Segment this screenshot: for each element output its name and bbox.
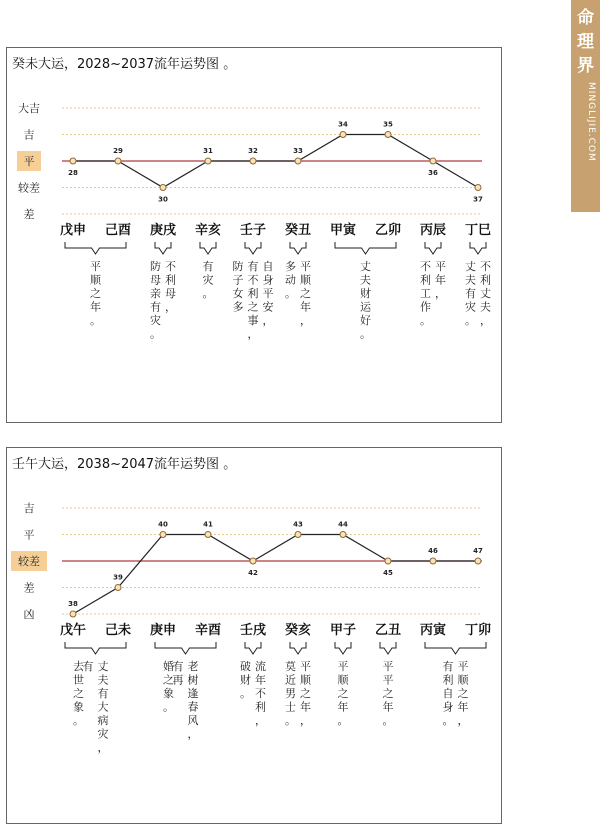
level-label: 吉 (23, 502, 35, 515)
note-char: 自 (442, 687, 454, 700)
note-char: 平 (382, 673, 394, 687)
note-char: 有 (202, 260, 214, 273)
note-char: 有 (82, 660, 94, 673)
data-point (250, 158, 256, 164)
data-label: 28 (68, 169, 78, 177)
note-char: ， (435, 287, 446, 300)
data-label: 37 (473, 195, 483, 204)
note-char: 多 (232, 300, 244, 314)
data-label: 38 (68, 600, 78, 608)
note-char: 防 (232, 260, 244, 273)
year-ganzhi-label: 丙寅 (419, 623, 447, 638)
bracket (65, 642, 126, 654)
data-point (205, 158, 211, 164)
note-char: 去 (73, 660, 84, 673)
note-char: 夫 (97, 673, 109, 687)
note-char: 年 (255, 673, 266, 687)
note-char: ， (300, 714, 311, 727)
note-char: 丈 (480, 287, 491, 300)
brand-char: 理 (577, 32, 594, 52)
year-ganzhi-label: 癸丑 (284, 223, 312, 238)
note-char: 世 (73, 673, 84, 687)
note-char: 平 (337, 660, 349, 673)
note-char: 。 (285, 287, 296, 300)
data-label: 44 (338, 520, 348, 529)
bracket (290, 642, 306, 654)
note-char: 灾 (97, 727, 109, 741)
note-char: 丈 (360, 260, 371, 273)
year-ganzhi-label: 甲子 (329, 623, 357, 638)
note-char: 子 (232, 273, 244, 287)
note-char: ， (165, 300, 176, 314)
data-point (475, 185, 481, 191)
note-char: ， (457, 714, 469, 727)
note-char: 利 (420, 273, 431, 287)
note-char: 病 (97, 714, 109, 727)
level-label: 凶 (23, 608, 35, 621)
brand-strip (571, 0, 600, 212)
note-char: 防 (150, 260, 161, 273)
year-ganzhi-label: 癸亥 (284, 623, 312, 638)
note-char: 夫 (465, 273, 476, 287)
note-char: 。 (73, 714, 84, 727)
note-char: 平 (90, 260, 101, 273)
note-char: 。 (90, 314, 101, 327)
level-label: 较差 (18, 181, 40, 195)
note-char: 之 (382, 687, 394, 700)
year-ganzhi-label: 丁巳 (464, 223, 492, 238)
note-char: 年 (337, 700, 349, 714)
note-char: 不 (480, 260, 491, 273)
year-ganzhi-label: 壬子 (239, 223, 267, 238)
data-point (250, 558, 256, 564)
bracket (425, 642, 486, 654)
data-point (205, 532, 211, 538)
data-label: 47 (473, 547, 483, 555)
level-label: 差 (23, 581, 35, 595)
bracket (335, 242, 396, 254)
note-char: 财 (360, 287, 371, 300)
level-label: 较差 (18, 555, 40, 568)
bracket (425, 242, 441, 254)
note-char: 有 (465, 287, 476, 300)
bracket (290, 242, 306, 254)
note-char: 大 (97, 700, 109, 714)
fortune-chart-2 (7, 448, 501, 823)
note-char: 树 (187, 673, 199, 687)
note-char: 作 (420, 300, 431, 314)
note-char: 。 (202, 287, 214, 300)
note-char: 工 (420, 287, 431, 300)
note-char: 好 (360, 314, 371, 327)
note-char: 利 (442, 673, 454, 687)
note-char: 多 (285, 260, 296, 273)
note-char: 不 (255, 687, 266, 700)
note-char: ， (480, 314, 491, 327)
data-point (340, 132, 346, 138)
brand-char: 命 (577, 8, 594, 28)
year-ganzhi-label: 己未 (104, 623, 132, 638)
data-point (70, 611, 76, 617)
note-char: 。 (337, 714, 349, 727)
note-char: 有 (172, 660, 184, 673)
year-ganzhi-label: 甲寅 (329, 223, 357, 238)
chart-panel-1 (6, 47, 502, 423)
bracket (245, 642, 261, 654)
note-char: 灾 (202, 273, 214, 287)
level-label: 平 (23, 528, 35, 542)
note-char: 利 (247, 287, 259, 300)
chart-panel-2 (6, 447, 502, 824)
bracket (380, 642, 396, 654)
note-char: 利 (165, 273, 176, 287)
note-char: 母 (165, 287, 176, 300)
note-char: 年 (382, 700, 394, 714)
note-char: 破 (240, 660, 251, 673)
note-char: 再 (172, 673, 184, 687)
note-char: 平 (457, 660, 469, 673)
year-ganzhi-label: 己酉 (104, 223, 132, 238)
note-char: 逢 (187, 687, 199, 700)
year-ganzhi-label: 辛酉 (194, 623, 222, 638)
note-char: 夫 (480, 300, 491, 314)
note-char: 亲 (150, 287, 161, 300)
note-char: ， (262, 314, 274, 327)
note-char: 。 (240, 687, 251, 700)
note-char: 象 (163, 687, 174, 700)
note-char: 莫 (285, 660, 296, 673)
note-char: 。 (285, 714, 296, 727)
note-char: 之 (90, 287, 101, 300)
data-point (160, 532, 166, 538)
note-char: 有 (247, 260, 259, 273)
data-label: 34 (338, 120, 348, 129)
level-label: 吉 (23, 128, 35, 142)
note-char: 平 (382, 660, 394, 673)
note-char: 不 (165, 260, 176, 273)
bracket (200, 242, 216, 254)
note-char: 年 (90, 300, 101, 314)
data-label: 30 (158, 195, 168, 204)
data-label: 41 (203, 520, 213, 529)
note-char: 身 (262, 273, 274, 287)
note-char: 之 (300, 687, 311, 700)
data-label: 31 (203, 147, 213, 155)
note-char: 。 (163, 700, 174, 714)
note-char: 婚 (163, 660, 174, 673)
note-char: 顺 (337, 673, 349, 687)
level-label: 大吉 (18, 102, 40, 115)
note-char: 。 (465, 314, 476, 327)
note-char: 丈 (97, 660, 109, 673)
level-label: 平 (23, 155, 35, 168)
note-char: 有 (150, 300, 161, 314)
data-point (475, 558, 481, 564)
data-point (430, 158, 436, 164)
data-point (340, 532, 346, 538)
note-char: 。 (442, 714, 454, 727)
note-char: ， (255, 714, 266, 727)
note-char: 象 (73, 700, 84, 714)
note-char: 不 (420, 260, 431, 273)
note-char: 。 (420, 314, 431, 327)
note-char: 。 (150, 327, 161, 341)
data-point (385, 132, 391, 138)
year-ganzhi-label: 丙辰 (419, 223, 447, 238)
note-char: 有 (442, 660, 454, 673)
bracket (335, 642, 351, 654)
chart-title: 癸未大运，2028~2037流年运势图 。 (12, 57, 237, 72)
note-char: 平 (300, 260, 311, 273)
note-char: ， (97, 741, 109, 754)
year-ganzhi-label: 庚申 (149, 623, 177, 638)
bracket (245, 242, 261, 254)
data-label: 29 (113, 147, 123, 155)
level-label: 差 (23, 208, 35, 221)
note-char: 平 (262, 287, 274, 300)
note-char: 。 (360, 327, 371, 341)
chart-title: 壬午大运，2038~2047流年运势图 。 (12, 457, 237, 472)
note-char: 事 (247, 314, 259, 327)
data-point (70, 158, 76, 164)
data-label: 32 (248, 147, 258, 155)
series-line (73, 535, 478, 615)
note-char: 之 (163, 673, 174, 687)
data-point (115, 158, 121, 164)
note-char: 年 (435, 273, 446, 287)
brand-char: 界 (577, 56, 594, 76)
note-char: 之 (337, 687, 349, 700)
note-char: 顺 (300, 673, 311, 687)
year-ganzhi-label: 乙丑 (374, 623, 402, 638)
brand-domain: MINGLIJIE.COM (586, 82, 596, 162)
note-char: ， (300, 314, 311, 327)
note-char: 年 (457, 700, 469, 714)
note-char: 风 (187, 714, 199, 727)
data-label: 46 (428, 547, 438, 555)
fortune-chart-1 (7, 48, 501, 422)
year-ganzhi-label: 戊午 (59, 623, 87, 638)
data-point (430, 558, 436, 564)
note-char: 流 (255, 660, 266, 673)
note-char: 近 (285, 673, 296, 687)
note-char: 利 (480, 273, 491, 287)
year-ganzhi-label: 戊申 (59, 223, 87, 238)
note-char: 顺 (300, 273, 311, 287)
year-ganzhi-label: 壬戌 (239, 623, 267, 638)
data-point (295, 532, 301, 538)
bracket (470, 242, 486, 254)
note-char: ， (247, 327, 259, 341)
note-char: 之 (457, 687, 469, 700)
data-label: 39 (113, 573, 123, 582)
bracket (155, 642, 216, 654)
bracket (155, 242, 171, 254)
note-char: 灾 (465, 300, 476, 314)
note-char: 之 (73, 687, 84, 700)
note-char: 之 (247, 300, 259, 314)
year-ganzhi-label: 丁卯 (464, 623, 492, 638)
note-char: 不 (247, 273, 259, 287)
note-char: 灾 (150, 314, 161, 327)
note-char: 顺 (90, 273, 101, 287)
note-char: 有 (97, 687, 109, 700)
data-point (160, 185, 166, 191)
data-point (295, 158, 301, 164)
data-label: 35 (383, 120, 393, 129)
note-char: 财 (240, 673, 251, 687)
note-char: 年 (300, 300, 311, 314)
note-char: 身 (442, 700, 454, 714)
note-char: 运 (360, 300, 371, 314)
note-char: 动 (285, 273, 296, 287)
note-char: 士 (285, 700, 296, 714)
data-point (115, 585, 121, 591)
bracket (65, 242, 126, 254)
data-point (385, 558, 391, 564)
note-char: 母 (150, 273, 161, 287)
note-char: 女 (232, 287, 244, 300)
note-char: 年 (300, 700, 311, 714)
note-char: 顺 (457, 673, 469, 687)
note-char: ， (187, 727, 199, 741)
note-char: 自 (262, 260, 274, 273)
year-ganzhi-label: 辛亥 (194, 223, 222, 238)
data-label: 45 (383, 569, 393, 577)
note-char: 之 (300, 287, 311, 300)
data-label: 33 (293, 147, 303, 155)
note-char: 平 (300, 660, 311, 673)
note-char: 利 (255, 700, 266, 714)
note-char: 平 (435, 260, 446, 273)
data-label: 36 (428, 169, 438, 177)
year-ganzhi-label: 乙卯 (374, 223, 402, 238)
data-label: 40 (158, 520, 168, 529)
note-char: 男 (285, 687, 296, 700)
note-char: 老 (187, 660, 199, 673)
data-label: 43 (293, 520, 303, 529)
note-char: 夫 (360, 273, 371, 287)
data-label: 42 (248, 569, 258, 577)
note-char: 安 (262, 300, 274, 314)
note-char: 。 (382, 714, 394, 727)
year-ganzhi-label: 庚戌 (149, 223, 177, 238)
note-char: 春 (187, 700, 199, 714)
note-char: 丈 (465, 260, 476, 273)
